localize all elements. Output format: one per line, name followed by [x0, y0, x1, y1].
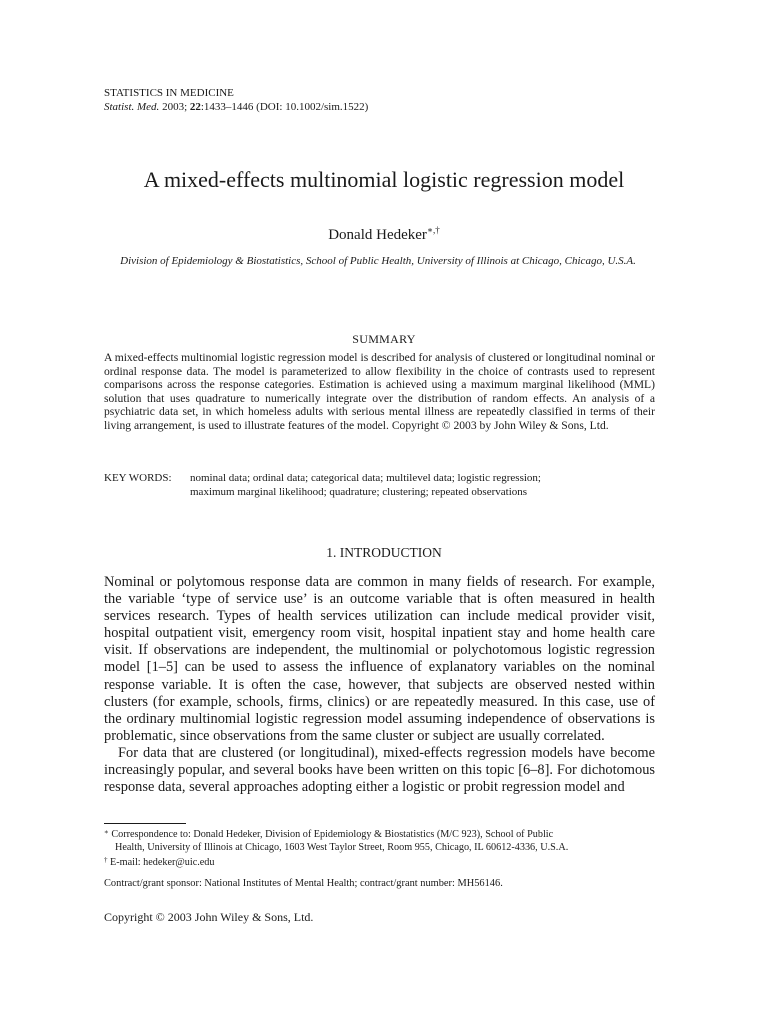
article-title: A mixed-effects multinomial logistic regression model — [143, 167, 625, 192]
keywords-label: KEY WORDS: — [104, 472, 172, 484]
footnote-correspondence-cont: Health, University of Illinois at Chicago, 1603 West Taylor Street, Room 955, Chicago, IL 60612-4336, U.S.A. — [115, 842, 569, 853]
introduction-body — [104, 574, 655, 796]
abstract-text: A mixed-effects multinomial logistic regression model is described for analysis of clustered or longitudinal nominal or ordinal response data. The model is parameterized to allow flexibility in the choice of contrasts used to represent comparisons across the response categories. Estimation is achieved using a maximum marginal likelihood (MML) solution that uses quadrature to numerically integrate over the distribution of random effects. An analysis of a psychiatric data set, in which homeless adults with serious mental illness are repeatedly classified in terms of their living arrangement, is used to illustrate features of the model. Copyright © 2003 by John Wiley & Sons, Ltd. — [104, 351, 655, 432]
copyright-notice: Copyright © 2003 John Wiley & Sons, Ltd. — [104, 910, 314, 924]
keywords-line-1: nominal data; ordinal data; categorical data; multilevel data; logistic regression; — [190, 472, 541, 484]
introduction-paragraph-1: Nominal or polytomous response data are common in many fields of research. For example, the variable ‘type of service use’ is an outcome variable that is often measured in health services research. Types of health services utilization can include medical provider visit, hospital outpatient visit, emergency room visit, hospital inpatient stay and home health care visit. If observations are independent, the multinomial or polychotomous logistic regression model [1–5] can be used to assess the influence of explanatory variables on the nominal response variable. It is often the case, however, that subjects are observed nested within clusters (for example, schools, firms, clinics) or are repeatedly measured. In this case, use of the ordinary multinomial logistic regression model assuming independence of observations is problematic, since observations from the same cluster or subject are usually correlated. — [104, 574, 655, 744]
footnote-correspondence — [104, 826, 664, 841]
footnote-mark-1: ∗ — [104, 828, 109, 836]
footnote-mark-2: † — [104, 856, 108, 864]
author-name: Donald Hedeker — [328, 227, 427, 243]
author-footnote-marks: ∗,† — [426, 225, 440, 235]
journal-volume: 22 — [189, 101, 201, 113]
journal-name: STATISTICS IN MEDICINE — [104, 87, 234, 99]
journal-abbr: Statist. Med. — [104, 101, 160, 113]
footnote-divider — [104, 823, 186, 824]
footnotes — [104, 826, 664, 869]
journal-header — [104, 86, 368, 114]
affiliation: Division of Epidemiology & Biostatistics, School of Public Health, University of Illinois at Chicago, Chicago, U.S.A. — [120, 255, 636, 267]
grant-sponsor: Contract/grant sponsor: National Institutes of Mental Health; contract/grant number: MH56146. — [104, 878, 503, 889]
footnote-email — [104, 854, 664, 869]
summary-heading: SUMMARY — [352, 332, 416, 346]
section-heading-introduction: 1. INTRODUCTION — [326, 545, 442, 560]
footnote-correspondence-line-1: Correspondence to: Donald Hedeker, Division of Epidemiology & Biostatistics (M/C 923), School of Public — [108, 829, 554, 840]
journal-year: 2003; — [162, 101, 188, 113]
keywords-line-2: maximum marginal likelihood; quadrature; clustering; repeated observations — [190, 485, 528, 498]
author-line — [0, 220, 768, 245]
journal-citation — [104, 100, 368, 114]
journal-pages-doi: :1433–1446 (DOI: 10.1002/sim.1522) — [200, 101, 369, 113]
introduction-paragraph-2: For data that are clustered (or longitudinal), mixed-effects regression models have become increasingly popular, and several books have been written on this topic [6–8]. For dichotomous response data, several approaches adopting either a logistic or probit regression model and — [104, 744, 655, 796]
footnote-email-text: E-mail: hedeker@uic.edu — [107, 857, 215, 868]
